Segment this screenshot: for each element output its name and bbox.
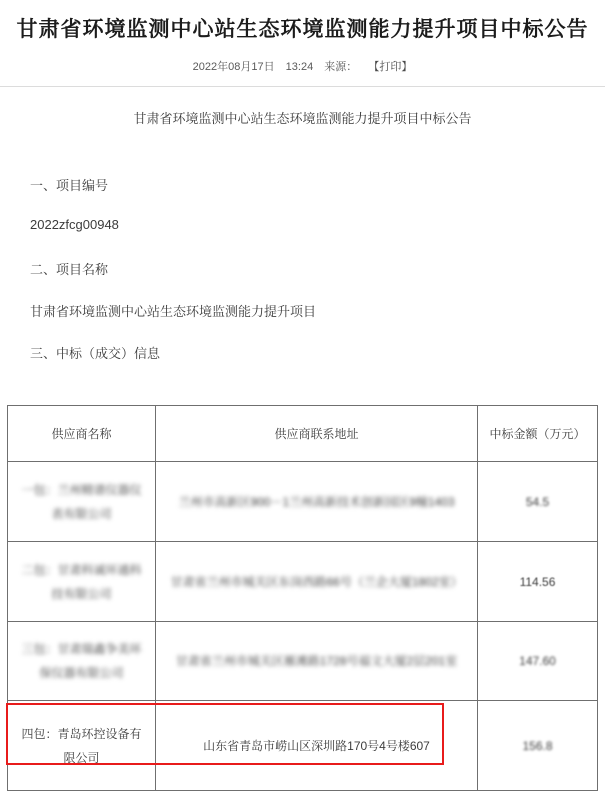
supplier-name: 二包：甘肃科诚环通科技有限公司 [8, 542, 156, 622]
supplier-name: 四包：青岛环控设备有限公司 [8, 701, 156, 791]
page-title: 甘肃省环境监测中心站生态环境监测能力提升项目中标公告 [16, 18, 589, 41]
section-heading-project-name: 二、项目名称 [30, 262, 109, 277]
award-amount: 54.5 [478, 462, 598, 542]
header-supplier-address: 供应商联系地址 [156, 406, 478, 462]
table-row [8, 462, 598, 542]
section-heading-project-number: 一、项目编号 [30, 178, 109, 193]
project-name: 甘肃省环境监测中心站生态环境监测能力提升项目 [30, 304, 317, 319]
award-amount: 114.56 [478, 542, 598, 622]
publish-date: 2022年08月17日 [192, 61, 275, 73]
announcement-subtitle: 甘肃省环境监测中心站生态环境监测能力提升项目中标公告 [133, 111, 472, 126]
table-row [8, 622, 598, 701]
header-divider [0, 86, 605, 87]
supplier-address: 甘肃省兰州市城关区东岗西路66号（兰企大厦1802室） [156, 542, 478, 622]
publish-time: 13:24 [285, 61, 314, 73]
table-row [8, 542, 598, 622]
supplier-address: 甘肃省兰州市城关区雁滩路1728号福文大厦2层201室 [156, 622, 478, 701]
award-amount: 156.8 [478, 701, 598, 791]
award-amount: 147.60 [478, 622, 598, 701]
supplier-name: 一包：兰州精谱仪器仪表有限公司 [8, 462, 156, 542]
header-award-amount: 中标金额（万元） [478, 406, 598, 462]
table-row-highlighted [8, 701, 598, 791]
header-supplier-name: 供应商名称 [8, 406, 156, 462]
table-header-row [8, 406, 598, 462]
project-number: 2022zfcg00948 [30, 217, 119, 232]
section-heading-award-info: 三、中标（成交）信息 [30, 346, 161, 361]
supplier-name: 三包：甘肃瑞鑫争美环保仪器有限公司 [8, 622, 156, 701]
supplier-address: 兰州市高新区900－1兰州高新技术创新园区9幢1403 [156, 462, 478, 542]
meta-line [0, 58, 605, 74]
print-button[interactable]: 【打印】 [368, 61, 413, 73]
supplier-address: 山东省青岛市崂山区深圳路170号4号楼607 [156, 701, 478, 791]
award-results-table [7, 405, 598, 791]
source-label: 来源： [324, 61, 358, 73]
